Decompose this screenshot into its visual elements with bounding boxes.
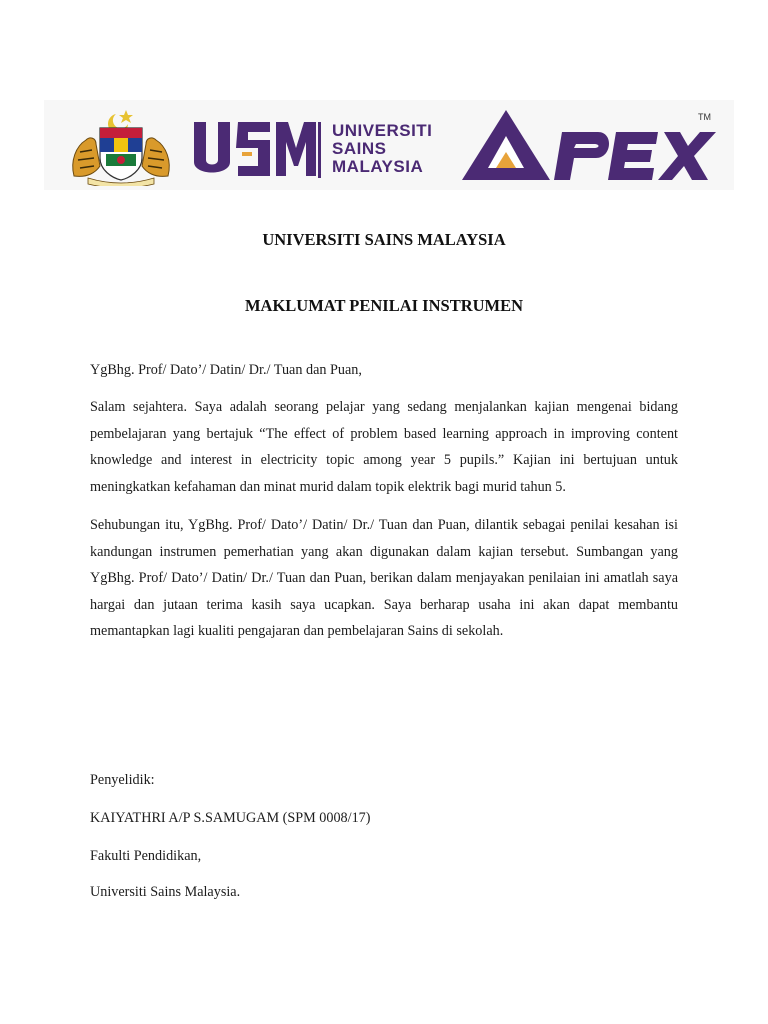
- researcher-label: Penyelidik:: [90, 772, 155, 788]
- paragraph-intro: Salam sejahtera. Saya adalah seorang pelajar yang sedang menjalankan kajian mengenai bidang pembelajaran yang bertajuk “The effect of problem based learning approach in improving content knowledge and interest in electricity topic among year 5 pupils.” Kajian ini bertujuan untuk meningkatkan kefahaman dan minat murid dalam topik elektrik bagi murid tahun 5.: [90, 399, 678, 495]
- document-title-form: MAKLUMAT PENILAI INSTRUMEN: [244, 296, 524, 315]
- paragraph-request: Sehubungan itu, YgBhg. Prof/ Dato’/ Datin/ Dr./ Tuan dan Puan, dilantik sebagai penilai kesahan isi kandungan instrumen pemerhatian yang akan digunakan dalam kajian tersebut. Sumbangan yang YgBhg. Prof/ Dato’/ Datin/ Dr./ Tuan dan Puan, berikan dalam menjayakan penilaian ini amatlah saya hargai dan jutaan terima kasih saya ucapkan. Saya berharap usaha ini akan dapat membantu memantapkan lagi kualiti pengajaran dan pembelajaran Sains di sekolah.: [90, 517, 678, 639]
- university-signoff: Universiti Sains Malaysia.: [90, 884, 241, 900]
- salutation: YgBhg. Prof/ Dato’/ Datin/ Dr./ Tuan dan Puan,: [90, 362, 362, 378]
- usm-crest-logo: [66, 106, 176, 186]
- document-title-university: UNIVERSITI SAINS MALAYSIA: [262, 230, 506, 249]
- apex-logo: [458, 108, 718, 184]
- researcher-name: KAIYATHRI A/P S.SAMUGAM (SPM 0008/17): [90, 810, 371, 826]
- usm-logo-text: [332, 122, 432, 176]
- faculty-name: Fakulti Pendidikan,: [90, 848, 202, 864]
- usm-logo-line-1: UNIVERSITI: [332, 121, 433, 140]
- usm-logo-line-2: SAINS: [332, 139, 387, 158]
- usm-logo-line-3: MALAYSIA: [332, 157, 424, 176]
- apex-tm: TM: [698, 112, 711, 122]
- usm-logo-divider: [318, 122, 321, 178]
- usm-logo-mark: [190, 118, 320, 180]
